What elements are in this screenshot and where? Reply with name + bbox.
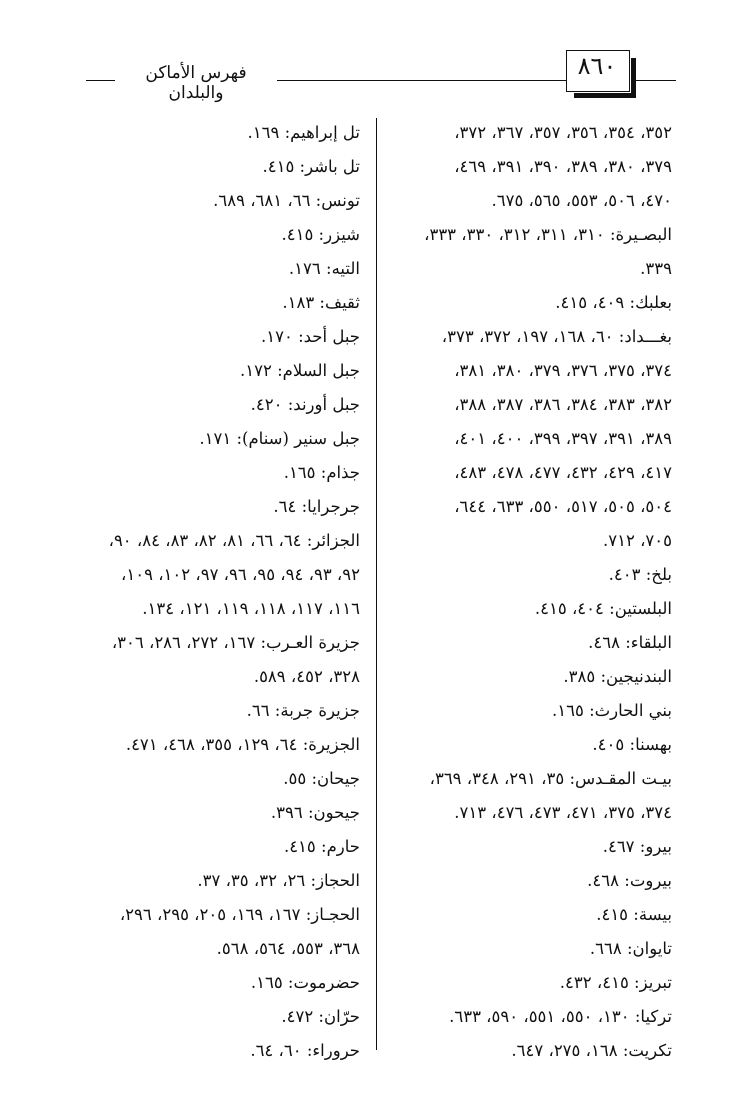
index-entry-line: جزيرة جربة: ٦٦. <box>246 701 360 720</box>
index-entry-line: البلقاء: ٤٦٨. <box>588 633 672 652</box>
index-entry-line: بهسنا: ٤٠٥. <box>592 735 672 754</box>
index-entry-line: الجزائر: ٦٤، ٦٦، ٨١، ٨٢، ٨٣، ٨٤، ٩٠، <box>108 531 360 550</box>
index-entry-line: تكريت: ١٦٨، ٢٧٥، ٦٤٧. <box>511 1041 672 1060</box>
index-entry-line: التيه: ١٧٦. <box>288 259 360 278</box>
index-entry-line: حارم: ٤١٥. <box>283 837 360 856</box>
index-entry-line: ٧٠٥، ٧١٢. <box>602 531 672 550</box>
index-entry-line: جبل السلام: ١٧٢. <box>240 361 360 380</box>
header-rule-right <box>636 80 676 81</box>
index-entry-line: جيحان: ٥٥. <box>283 769 360 788</box>
index-entry-line: ٩٢، ٩٣، ٩٤، ٩٥، ٩٦، ٩٧، ١٠٢، ١٠٩، <box>121 565 360 584</box>
index-entry-line: ٣٧٤، ٣٧٥، ٤٧١، ٤٧٣، ٤٧٦، ٧١٣. <box>454 803 672 822</box>
index-entry-line: الحجـاز: ١٦٧، ١٦٩، ٢٠٥، ٢٩٥، ٢٩٦، <box>119 905 360 924</box>
index-entry-line: جبل أورند: ٤٢٠. <box>250 395 360 414</box>
index-entry-line: بلخ: ٤٠٣. <box>608 565 672 584</box>
index-entry-line: ٣٧٩، ٣٨٠، ٣٨٩، ٣٩٠، ٣٩١، ٤٦٩، <box>454 157 672 176</box>
index-entry-line: بيروت: ٤٦٨. <box>587 871 672 890</box>
index-entry-line: بغـــداد: ٦٠، ١٦٨، ١٩٧، ٣٧٢، ٣٧٣، <box>441 327 672 346</box>
index-entry-line: الجزيرة: ٦٤، ١٢٩، ٣٥٥، ٤٦٨، ٤٧١. <box>125 735 360 754</box>
index-column-right <box>392 116 672 1068</box>
index-entry-line: حضرموت: ١٦٥. <box>250 973 360 992</box>
index-entry-line: ٣٨٩، ٣٩١، ٣٩٧، ٣٩٩، ٤٠٠، ٤٠١، <box>454 429 672 448</box>
index-entry-line: جيحون: ٣٩٦. <box>270 803 360 822</box>
index-entry-line: تل باشر: ٤١٥. <box>262 157 360 176</box>
index-entry-line: تايوان: ٦٦٨. <box>589 939 672 958</box>
index-entry-line: تونس: ٦٦، ٦٨١، ٦٨٩. <box>213 191 360 210</box>
index-entry-line: ٤١٧، ٤٢٩، ٤٣٢، ٤٧٧، ٤٧٨، ٤٨٣، <box>454 463 672 482</box>
index-entry-line: حروراء: ٦٠، ٦٤. <box>250 1041 360 1060</box>
index-entry-line: ٣٥٢، ٣٥٤، ٣٥٦، ٣٥٧، ٣٦٧، ٣٧٢، <box>454 123 672 142</box>
index-entry-line: حرّان: ٤٧٢. <box>281 1007 360 1026</box>
index-entry-line: تل إبراهيم: ١٦٩. <box>247 123 360 142</box>
page-header <box>0 0 756 110</box>
index-entry-line: ٣٢٨، ٤٥٢، ٥٨٩. <box>253 667 360 686</box>
index-entry-line: تركيا: ١٣٠، ٥٥٠، ٥٥١، ٥٩٠، ٦٣٣. <box>449 1007 672 1026</box>
index-entry-line: بيرو: ٤٦٧. <box>602 837 672 856</box>
index-entry-line: جزيرة العـرب: ١٦٧، ٢٧٢، ٢٨٦، ٣٠٦، <box>111 633 360 652</box>
index-entry-line: بعلبك: ٤٠٩، ٤١٥. <box>555 293 672 312</box>
index-entry-line: بيـت المقـدس: ٣٥، ٢٩١، ٣٤٨، ٣٦٩، <box>429 769 672 788</box>
index-entry-line: جبل أحد: ١٧٠. <box>260 327 360 346</box>
page-number: ٨٦٠ <box>577 52 617 80</box>
index-entry-line: ٣٣٩. <box>640 259 672 278</box>
index-entry-line: ١١٦، ١١٧، ١١٨، ١١٩، ١٢١، ١٣٤. <box>142 599 360 618</box>
column-divider <box>376 118 377 1050</box>
index-entry-line: البلستين: ٤٠٤، ٤١٥. <box>534 599 672 618</box>
index-entry-line: ٤٧٠، ٥٠٦، ٥٥٣، ٥٦٥، ٦٧٥. <box>491 191 672 210</box>
index-entry-line: ٣٦٨، ٥٥٣، ٥٦٤، ٥٦٨. <box>216 939 360 958</box>
index-entry-line: ٣٨٢، ٣٨٣، ٣٨٤، ٣٨٦، ٣٨٧، ٣٨٨، <box>454 395 672 414</box>
index-entry-line: جبل سنير (سنام): ١٧١. <box>199 429 360 448</box>
index-entry-line: تبريز: ٤١٥، ٤٣٢. <box>559 973 672 992</box>
index-column-left <box>70 116 360 1068</box>
index-entry-line: شيزر: ٤١٥. <box>281 225 360 244</box>
index-entry-line: ثقيف: ١٨٣. <box>282 293 360 312</box>
index-entry-line: جذام: ١٦٥. <box>283 463 360 482</box>
index-entry-line: بني الحارث: ١٦٥. <box>551 701 672 720</box>
index-entry-line: بيسة: ٤١٥. <box>596 905 672 924</box>
index-entry-line: جرجرايا: ٦٤. <box>273 497 360 516</box>
index-entry-line: البندنيجين: ٣٨٥. <box>563 667 672 686</box>
index-entry-line: ٥٠٤، ٥٠٥، ٥١٧، ٥٥٠، ٦٣٣، ٦٤٤، <box>454 497 672 516</box>
index-entry-line: ٣٧٤، ٣٧٥، ٣٧٦، ٣٧٩، ٣٨٠، ٣٨١، <box>454 361 672 380</box>
index-entry-line: البصـيرة: ٣١٠، ٣١١، ٣١٢، ٣٣٠، ٣٣٣، <box>424 225 672 244</box>
index-entry-line: الحجاز: ٢٦، ٣٢، ٣٥، ٣٧. <box>197 871 360 890</box>
running-title: فهرس الأماكن والبلدان <box>115 63 277 103</box>
